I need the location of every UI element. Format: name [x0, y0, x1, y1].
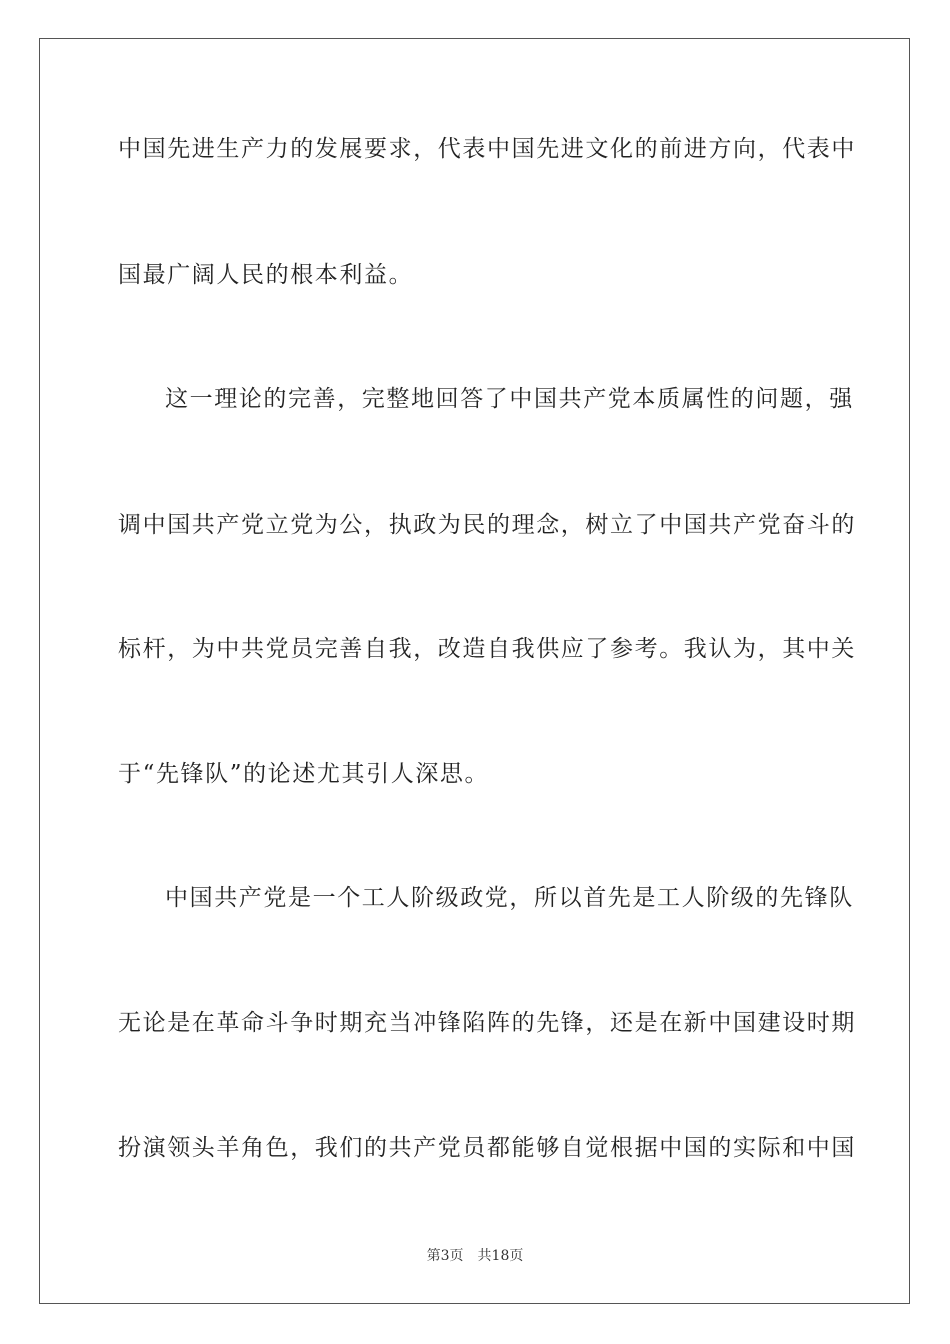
- text-line-4: 调中国共产党立党为公，执政为民的理念，树立了中国共产党奋斗的: [118, 512, 856, 538]
- text-line-5: 标杆，为中共党员完善自我，改造自我供应了参考。我认为，其中关: [118, 636, 856, 662]
- text-line-6: 于“先锋队”的论述尤其引人深思。: [118, 761, 490, 787]
- text-line-8: 无论是在革命斗争时期充当冲锋陷阵的先锋，还是在新中国建设时期: [118, 1010, 856, 1036]
- page-total: 共18页: [477, 1248, 524, 1264]
- text-line-9: 扮演领头羊角色，我们的共产党员都能够自觉根据中国的实际和中国: [118, 1135, 856, 1161]
- page-border: [39, 38, 910, 1304]
- text-line-1: 中国先进生产力的发展要求，代表中国先进文化的前进方向，代表中: [118, 136, 856, 162]
- text-line-7: 中国共产党是一个工人阶级政党，所以首先是工人阶级的先锋队: [165, 885, 854, 911]
- page-footer: [0, 1247, 950, 1265]
- text-line-2: 国最广阔人民的根本利益。: [118, 262, 414, 288]
- text-line-3: 这一理论的完善，完整地回答了中国共产党本质属性的问题，强: [165, 386, 854, 412]
- page-number: 第3页: [426, 1248, 464, 1264]
